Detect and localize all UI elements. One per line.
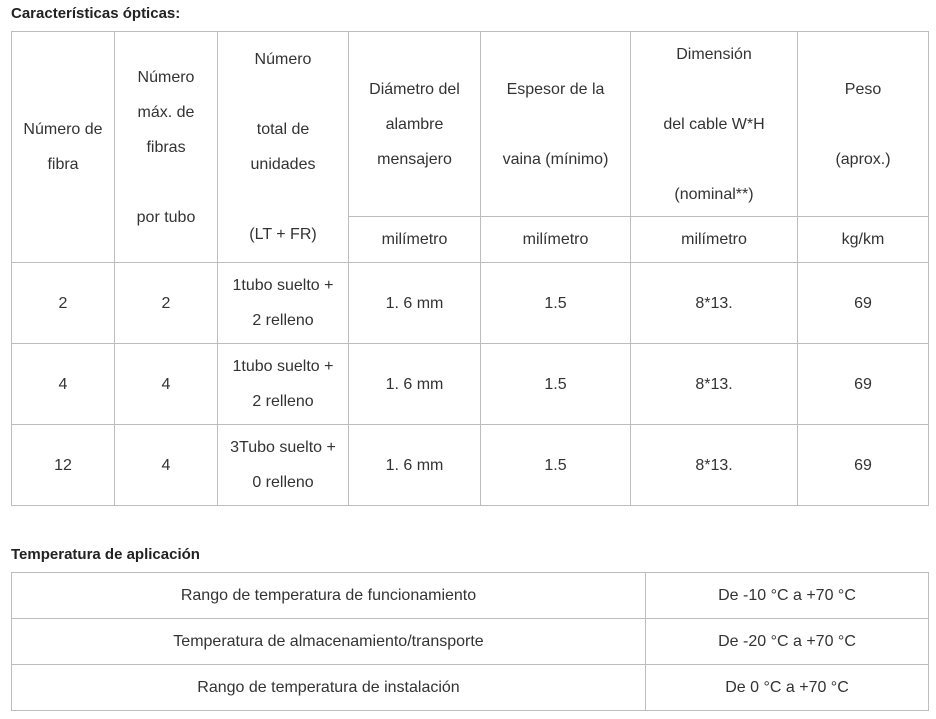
cell-sheath: 1.5 bbox=[481, 425, 631, 506]
unit-dimension: milímetro bbox=[631, 217, 798, 263]
cell-weight: 69 bbox=[798, 263, 929, 344]
cell-max: 4 bbox=[115, 425, 218, 506]
unit-weight: kg/km bbox=[798, 217, 929, 263]
table-row bbox=[12, 665, 929, 711]
cell-sheath: 1.5 bbox=[481, 263, 631, 344]
cell-fiber: 4 bbox=[12, 344, 115, 425]
header-diameter: Diámetro del alambre mensajero bbox=[349, 32, 481, 217]
header-fiber-count: Número de fibra bbox=[12, 32, 115, 263]
temp-label: Rango de temperatura de funcionamiento bbox=[12, 573, 646, 619]
table-row bbox=[12, 344, 929, 425]
table-row bbox=[12, 619, 929, 665]
cell-dimension: 8*13. bbox=[631, 344, 798, 425]
cell-diameter: 1. 6 mm bbox=[349, 425, 481, 506]
header-sheath: Espesor de la vaina (mínimo) bbox=[481, 32, 631, 217]
header-weight: Peso (aprox.) bbox=[798, 32, 929, 217]
optical-spec-table bbox=[11, 31, 929, 506]
temp-value: De -20 °C a +70 °C bbox=[646, 619, 929, 665]
header-dimension: Dimensión del cable W*H (nominal**) bbox=[631, 32, 798, 217]
cell-fiber: 2 bbox=[12, 263, 115, 344]
cell-dimension: 8*13. bbox=[631, 425, 798, 506]
cell-weight: 69 bbox=[798, 344, 929, 425]
cell-max: 4 bbox=[115, 344, 218, 425]
temp-label: Temperatura de almacenamiento/transporte bbox=[12, 619, 646, 665]
temp-value: De -10 °C a +70 °C bbox=[646, 573, 929, 619]
table-row bbox=[12, 263, 929, 344]
header-total-units: Número total de unidades (LT + FR) bbox=[218, 32, 349, 263]
cell-fiber: 12 bbox=[12, 425, 115, 506]
cell-units: 3Tubo suelto + 0 relleno bbox=[218, 425, 349, 506]
temp-label: Rango de temperatura de instalación bbox=[12, 665, 646, 711]
cell-units: 1tubo suelto + 2 relleno bbox=[218, 263, 349, 344]
cell-weight: 69 bbox=[798, 425, 929, 506]
temperature-table bbox=[11, 572, 929, 711]
cell-diameter: 1. 6 mm bbox=[349, 263, 481, 344]
unit-sheath: milímetro bbox=[481, 217, 631, 263]
cell-dimension: 8*13. bbox=[631, 263, 798, 344]
unit-diameter: milímetro bbox=[349, 217, 481, 263]
table-row bbox=[12, 573, 929, 619]
cell-sheath: 1.5 bbox=[481, 344, 631, 425]
temperature-section-title: Temperatura de aplicación bbox=[11, 546, 200, 563]
temp-value: De 0 °C a +70 °C bbox=[646, 665, 929, 711]
cell-units: 1tubo suelto + 2 relleno bbox=[218, 344, 349, 425]
cell-diameter: 1. 6 mm bbox=[349, 344, 481, 425]
cell-max: 2 bbox=[115, 263, 218, 344]
optical-section-title: Características ópticas: bbox=[11, 5, 181, 22]
table-row bbox=[12, 425, 929, 506]
header-max-fibers: Número máx. de fibras por tubo bbox=[115, 32, 218, 263]
